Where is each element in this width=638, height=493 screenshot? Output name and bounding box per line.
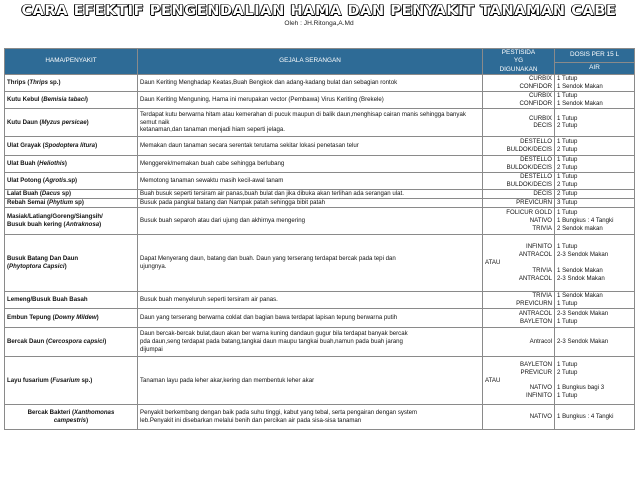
dose-cell	[555, 404, 635, 429]
pesticide-name: BAYLETON	[520, 317, 552, 325]
pesticide-name: BULDOK/DECIS	[506, 163, 552, 171]
symptom-text: Dapat Menyerang daun, batang dan buah. Daun yang terserang terdapat bercak pada tepi dan ujungnya.	[138, 234, 483, 291]
pesticide-name: ATAU	[485, 376, 501, 384]
pesticide-name: NATIVO	[529, 413, 552, 421]
pesticide-name: ANTRACOL	[518, 310, 552, 318]
dose-value: 1 Tutup	[557, 138, 578, 146]
pesticide-name: BULDOK/DECIS	[506, 180, 552, 188]
dose-value: 1 Sendok Makan	[557, 292, 603, 300]
pesticide-cell	[483, 356, 555, 404]
dose-cell	[555, 308, 635, 327]
pesticide-name: INFINITO	[526, 392, 552, 400]
symptom-text: Daun Keriting Menguning, Hama ini merupakan vector (Pembawa) Virus Keriting (Brekele)	[138, 91, 483, 108]
table-row	[5, 207, 635, 234]
pest-control-table	[4, 48, 635, 430]
symptom-text: Daun yang terserang berwarna coklat dan bagian bawa terdapat lapisan tepung berwarna putih	[138, 308, 483, 327]
symptom-text: Memotong tanaman sewaktu masih kecil-awal tanam	[138, 172, 483, 189]
pesticide-cell	[483, 198, 555, 207]
dose-value: 2-3 Sndok Makan	[557, 274, 605, 282]
pesticide-name: NATIVO	[529, 384, 552, 392]
header-air: AIR	[555, 62, 635, 74]
table-row	[5, 308, 635, 327]
pesticide-name: CURBIX	[528, 92, 552, 100]
dose-value: 1 Tutup	[557, 156, 578, 164]
pest-name: Ulat Buah (Heliothis)	[5, 155, 138, 172]
pesticide-cell	[483, 327, 555, 356]
pesticide-name: ANTRACOL	[518, 274, 552, 282]
dose-value: 1 Tutup	[557, 209, 578, 217]
header-dosis: DOSIS PER 15 L	[555, 49, 635, 63]
pesticide-name: DESTELLO	[520, 173, 552, 181]
pesticide-cell	[483, 207, 555, 234]
table-row	[5, 189, 635, 198]
symptom-text: Penyakit berkembang dengan baik pada suhu tinggi, kabut yang tebal, serta pengairan dengan system leb.Penyakit ini disebarkan melalui benih dan percikan air pada sisa-sisa tanaman	[138, 404, 483, 429]
dose-value: 1 Tutup	[557, 173, 578, 181]
dose-cell	[555, 234, 635, 291]
symptom-text: Memakan daun tanaman secara serentak terutama sekitar lokasi penetasan telur	[138, 136, 483, 155]
pesticide-cell	[483, 189, 555, 198]
pesticide-name: CONFIDOR	[519, 99, 552, 107]
dose-value: 1 Bungkus : 4 Tangki	[557, 413, 614, 421]
dose-value: 2 Tutup	[557, 122, 578, 130]
author-line: Oleh : JH.Ritonga,A.Md	[284, 20, 354, 27]
symptom-text: Menggerek/memakan buah cabe sehingga berlubang	[138, 155, 483, 172]
dose-cell	[555, 91, 635, 108]
pesticide-name: FOLICUR GOLD	[506, 209, 552, 217]
symptom-text: Daun Keriting Menghadap Keatas,Buah Bengkok dan adang-kadang bulat dan sebagian rontok	[138, 74, 483, 91]
dose-value: 1 Sendok Makan	[557, 82, 603, 90]
pest-name: Lalat Buah (Dacus sp)	[5, 189, 138, 198]
pesticide-name: ANTRACOL	[518, 251, 552, 259]
pesticide-name: DECIS	[533, 190, 552, 198]
dose-value: 2 Tutup	[557, 180, 578, 188]
dose-value: 2 Tutup	[557, 163, 578, 171]
pesticide-cell	[483, 108, 555, 136]
header-gejala: GEJALA SERANGAN	[138, 49, 483, 75]
pesticide-cell	[483, 404, 555, 429]
dose-value: 2 Tutup	[557, 190, 578, 198]
dose-cell	[555, 136, 635, 155]
pesticide-name: CURBIX	[528, 114, 552, 122]
pesticide-name: ATAU	[485, 259, 501, 267]
pesticide-name: DESTELLO	[520, 156, 552, 164]
dose-value: 1 Tutup	[557, 243, 578, 251]
dose-value: 1 Sendok Makan	[557, 266, 603, 274]
dose-cell	[555, 108, 635, 136]
header-pestisida-line: PESTISIDA	[501, 49, 536, 56]
dose-value: 2-3 Sendok Makan	[557, 251, 609, 259]
pesticide-name: NATIVO	[529, 217, 552, 225]
symptom-text: Tanaman layu pada leher akar,kering dan membentuk leher akar	[138, 356, 483, 404]
dose-value: 1 Tutup	[557, 360, 578, 368]
dose-value	[557, 259, 632, 267]
pesticide-name: Antracol	[529, 338, 552, 346]
dose-value: 2-3 Sendok Makan	[557, 338, 609, 346]
pesticide-name: TRIVIA	[532, 266, 552, 274]
pesticide-name: TRIVIA	[532, 292, 552, 300]
table-row	[5, 108, 635, 136]
pesticide-cell	[483, 91, 555, 108]
symptom-text: Busuk buah menyeluruh seperti tersiram air panas.	[138, 291, 483, 308]
pest-name: Bercak Daun (Cercospora capsici)	[5, 327, 138, 356]
dose-value: 1 Tutup	[557, 75, 578, 83]
pest-name: Bercak Bakteri (Xanthomonas campestris)	[5, 404, 138, 429]
pest-name: Lemeng/Busuk Buah Basah	[5, 291, 138, 308]
pesticide-name: INFINITO	[526, 243, 552, 251]
dose-value: 3 Tutup	[557, 199, 578, 207]
dose-value: 2 Sendok makan	[557, 224, 603, 232]
pest-name: Kutu Kebul (Bemisia tabaci)	[5, 91, 138, 108]
pesticide-name: BULDOK/DECIS	[506, 145, 552, 153]
dose-value: 1 Sendok Makan	[557, 99, 603, 107]
dose-value: 1 Tutup	[557, 392, 578, 400]
pesticide-name: DESTELLO	[520, 138, 552, 146]
pesticide-cell	[483, 291, 555, 308]
header-pestisida	[483, 49, 555, 75]
pest-name: Embun Tepung (Downy Mildew)	[5, 308, 138, 327]
dose-value: 1 Bungkus bagi 3	[557, 384, 605, 392]
pesticide-name: CURBIX	[528, 75, 552, 83]
table-row	[5, 327, 635, 356]
header-hama: HAMA/PENYAKIT	[5, 49, 138, 75]
pest-name: Layu fusarium (Fusarium sp.)	[5, 356, 138, 404]
dose-cell	[555, 172, 635, 189]
pesticide-cell	[483, 234, 555, 291]
header-pestisida-line: DIGUNAKAN	[499, 65, 538, 73]
dose-value	[557, 377, 632, 385]
symptom-text: Busuk pada pangkal batang dan Nampak patah sehingga bibit patah	[138, 198, 483, 207]
dose-cell	[555, 356, 635, 404]
pest-name: Ulat Grayak (Spodoptera litura)	[5, 136, 138, 155]
table-row	[5, 291, 635, 308]
table-row	[5, 136, 635, 155]
pest-name: Kutu Daun (Myzus persicae)	[5, 108, 138, 136]
table-row	[5, 172, 635, 189]
pesticide-cell	[483, 136, 555, 155]
table-row	[5, 74, 635, 91]
pesticide-name: TRIVIA	[532, 224, 552, 232]
pesticide-name: CONFIDOR	[519, 82, 552, 90]
dose-cell	[555, 327, 635, 356]
pesticide-cell	[483, 308, 555, 327]
pest-name: Thrips (Thrips sp.)	[5, 74, 138, 91]
document-title: CARA EFEKTIF PENGENDALIAN HAMA DAN PENYAKIT TANAMAN CABE	[21, 3, 617, 19]
pesticide-name: PREVICURN	[516, 299, 552, 307]
dose-cell	[555, 207, 635, 234]
dose-value: 1 Tutup	[557, 317, 578, 325]
symptom-text: Daun bercak-bercak bulat,daun akan ber warna kuning dandaun gugur bila terdapat banyak bercak pda daun,seng terdapat pada batang,tangkai daun maupu tangkai buah,namun pada buah jarang dijumpai	[138, 327, 483, 356]
pesticide-name: DECIS	[533, 122, 552, 130]
table-row	[5, 404, 635, 429]
pesticide-cell	[483, 155, 555, 172]
table-body	[5, 74, 635, 429]
dose-cell	[555, 189, 635, 198]
table-row	[5, 234, 635, 291]
symptom-text: Buah busuk seperti tersiram air panas,buah bulat dan jika dibuka akan terlihan ada serangan ulat.	[138, 189, 483, 198]
table-row	[5, 198, 635, 207]
table-row	[5, 356, 635, 404]
pesticide-name: PREVICUR	[520, 368, 552, 376]
dose-value: 2 Tutup	[557, 145, 578, 153]
dose-cell	[555, 74, 635, 91]
symptom-text: Terdapat kutu berwarna hitam atau kemerahan di pucuk maupun di balik daun,menghisap cairan manis sehingga banyak semut naik ketanaman,dan tanaman menjadi hiam seperti jelaga.	[138, 108, 483, 136]
dose-value: 1 Tutup	[557, 299, 578, 307]
header-pestisida-line: YG	[513, 57, 524, 65]
dose-cell	[555, 291, 635, 308]
table-row	[5, 91, 635, 108]
symptom-text: Busuk buah separoh atau dari ujung dan akhirnya mengering	[138, 207, 483, 234]
dose-cell	[555, 155, 635, 172]
pesticide-name: BAYLETON	[520, 360, 552, 368]
pest-name: Masiak/Latiang/Goreng/Siangsih/ Busuk buah kering (Antraknosa)	[5, 207, 138, 234]
dose-value: 2 Tutup	[557, 368, 578, 376]
dose-value: 1 Tutup	[557, 114, 578, 122]
table-row	[5, 155, 635, 172]
pest-name: Busuk Batang Dan Daun (Phytoptora Capsici)	[5, 234, 138, 291]
pest-name: Rebah Semai (Phytium sp)	[5, 198, 138, 207]
pesticide-name: PREVICURN	[516, 199, 552, 207]
dose-value: 2-3 Sendok Makan	[557, 310, 609, 318]
pesticide-cell	[483, 172, 555, 189]
dose-value: 1 Tutup	[557, 92, 578, 100]
dose-value: 1 Bungkus : 4 Tangki	[557, 217, 614, 225]
pesticide-cell	[483, 74, 555, 91]
dose-cell	[555, 198, 635, 207]
pest-name: Ulat Potong (Agrotis.sp)	[5, 172, 138, 189]
